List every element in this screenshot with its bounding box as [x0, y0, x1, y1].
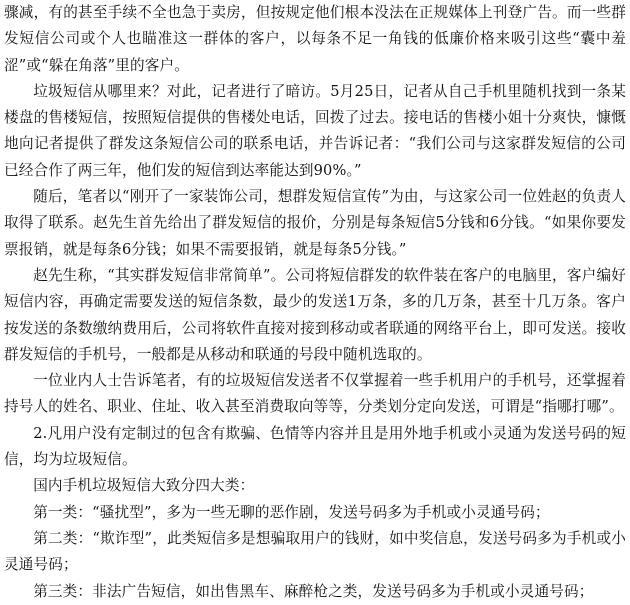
paragraph-6: 2.凡用户没有定制过的包含有欺骗、色情等内容并且是用外地手机或小灵通为发送号码的短信，均为垃圾短信。	[4, 424, 626, 469]
paragraph-9: 第二类：“欺诈型”，此类短信多是想骗取用户的钱财，如中奖信息，发送号码多为手机或小灵通号码；	[4, 529, 626, 574]
paragraph-2: 垃圾短信从哪里来？对此，记者进行了暗访。5月25日，记者从自己手机里随机找到一条某楼盘的售楼短信，按照短信提供的售楼处电话，回拨了过去。接电话的售楼小姐十分爽快，慷慨地向记者提供了群发这条短信公司的联系电话，并告诉记者：“我们公司与这家群发短信的公司已经合作了两三年，他们发的短信到达率能达到90%。”	[4, 82, 626, 179]
paragraph-5: 一位业内人士告诉笔者，有的垃圾短信发送者不仅掌握着一些手机用户的手机号，还掌握着持号人的姓名、职业、住址、收入甚至消费取向等等，分类划分定向发送，可谓是“指哪打哪”。	[4, 372, 626, 416]
paragraph-4: 赵先生称，“其实群发短信非常简单”。公司将短信群发的软件装在客户的电脑里，客户编好短信内容，再确定需要发送的短信条数，最少的发送1万条，多的几万条，甚至十几万条。客户按发送的条数缴纳费用后，公司将软件直接对接到移动或者联通的网络平台上，即可发送。接收群发短信的手机号，一般都是从移动和联通的号段中随机选取的。	[4, 266, 626, 363]
paragraph-3: 随后，笔者以“刚开了一家装饰公司，想群发短信宣传”为由，与这家公司一位姓赵的负责人取得了联系。赵先生首先给出了群发短信的报价，分别是每条短信5分钱和6分钱。“如果你要发票报销，就是每条6分钱；如果不需要报销，就是每条5分钱。”	[4, 188, 626, 258]
paragraph-7: 国内手机垃圾短信大致分四大类：	[33, 477, 255, 495]
paragraph-1: 骤减，有的甚至手续不全也急于卖房，但按规定他们根本没法在正规媒体上刊登广告。而一些群发短信公司或个人也瞄准这一群体的客户，以每条不足一角钱的低廉价格来吸引这些“囊中羞涩”或“躲在角落”里的客户。	[4, 4, 626, 74]
paragraph-8: 第一类：“骚扰型”，多为一些无聊的恶作剧，发送号码多为手机或小灵通号码；	[33, 503, 550, 521]
paragraph-10: 第三类：非法广告短信，如出售黑车、麻醉枪之类，发送号码多为手机或小灵通号码；	[33, 582, 594, 600]
document-page	[4, 0, 626, 605]
